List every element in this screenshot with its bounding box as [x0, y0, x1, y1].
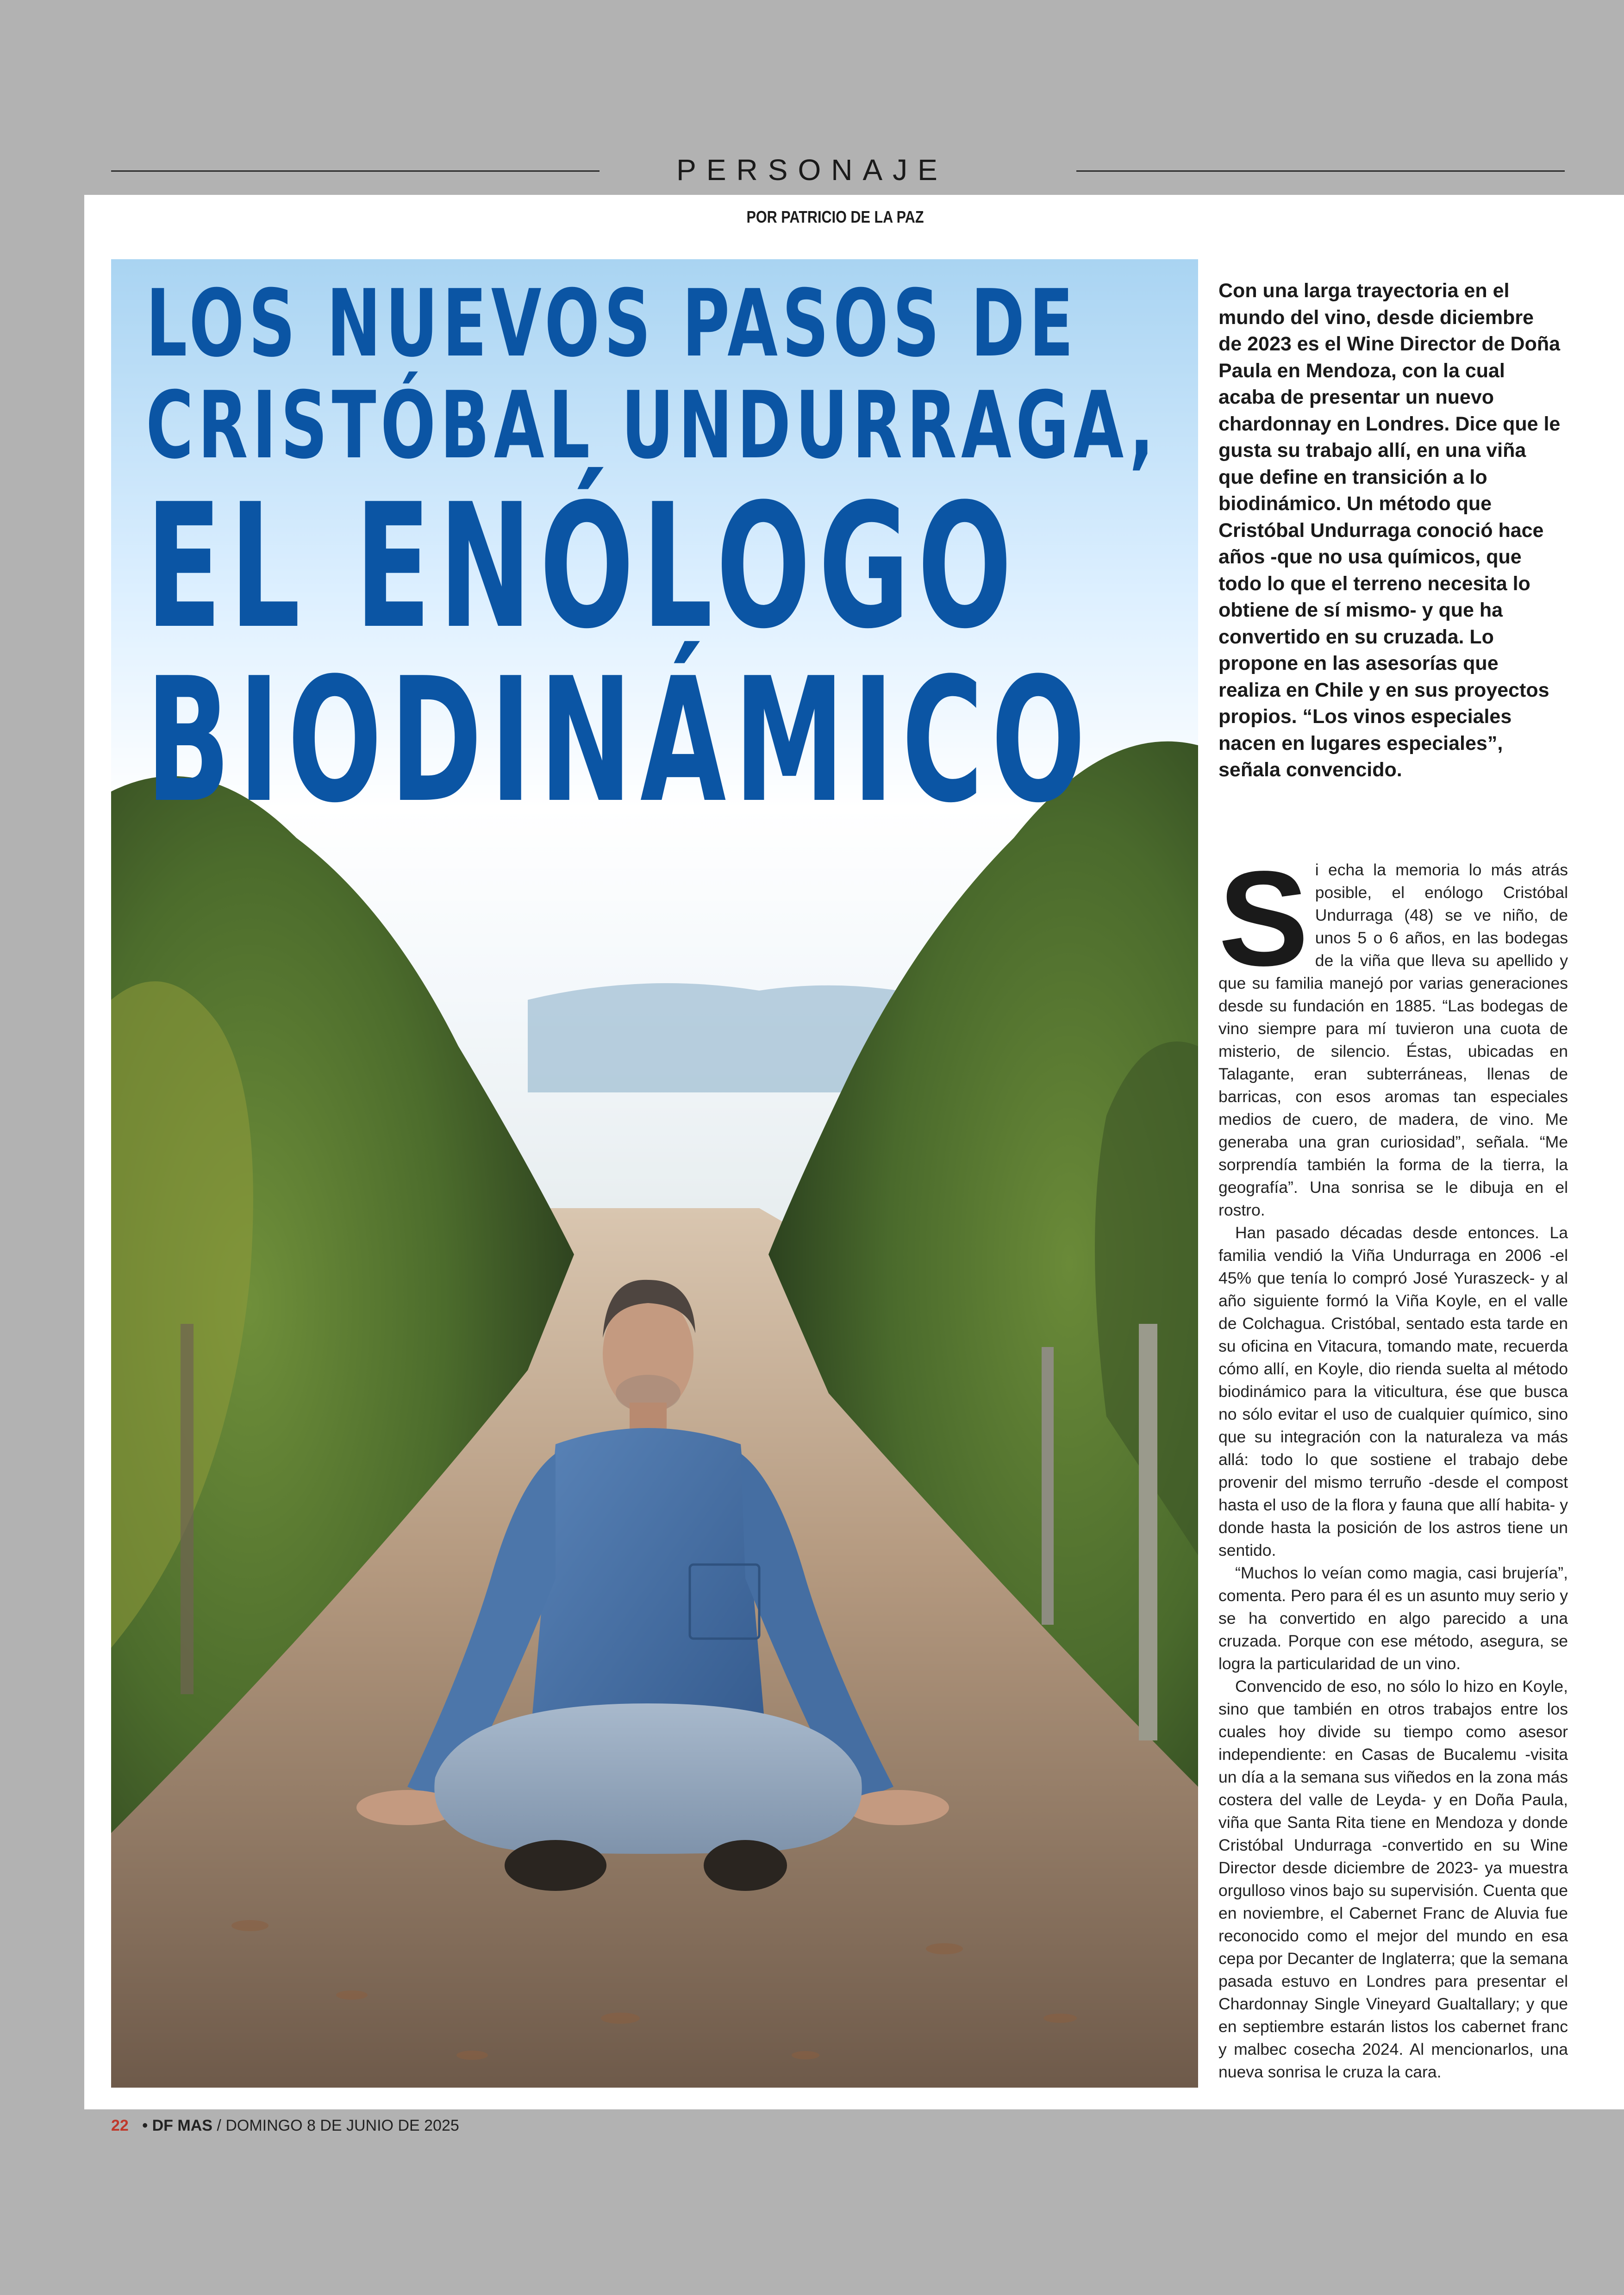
article-body [1218, 843, 1568, 2083]
header-rule-left [111, 170, 600, 172]
headline [146, 270, 1164, 841]
body-paragraph-1 [1218, 843, 1568, 1222]
headline-line-1: LOS NUEVOS PASOS DE [146, 270, 1078, 378]
issue-date: DOMINGO 8 DE JUNIO DE 2025 [225, 2117, 459, 2134]
footer-separator: / [217, 2117, 221, 2134]
body-paragraph-4: Convencido de eso, no sólo lo hizo en Koyle, sino que también en otros trabajos entre los cuales hoy divide su tiempo como asesor independiente: en Casas de Bucalemu -visita un día a la semana sus viñedos en la zona más costera del valle de Leyda- y en Doña Paula, viña que Santa Rita tiene en Mendoza y donde Cristóbal Undurraga -convertido en su Wine Director desde diciembre de 2023- ya muestra orgulloso vinos bajo su supervisión. Cuenta que en noviembre, el Cabernet Franc de Aluvia fue reconocido como el mejor del mundo en esa cepa por Decanter de Inglaterra; que la semana pasada estuvo en Londres para presentar el Chardonnay Single Vineyard Gualtallary; y que en septiembre estarán listos los cabernet franc y malbec cosecha 2024. Al mencionarlos, una nueva sonrisa le cruza la cara. [1218, 1677, 1568, 2081]
page-number: 22 [111, 2117, 129, 2134]
headline-line-4: BIODINÁMICO [146, 642, 1093, 841]
page-footer [111, 2117, 459, 2135]
headline-line-3: EL ENÓLOGO [146, 468, 1020, 667]
publication-name: • DF MAS [142, 2117, 212, 2134]
headline-line-2: CRISTÓBAL UNDURRAGA, [146, 372, 1159, 480]
section-label: PERSONAJE [676, 153, 948, 187]
header-rule-right [1076, 170, 1565, 172]
lead-paragraph: Con una larga trayectoria en el mundo del vino, desde diciembre de 2023 es el Wine Director de Doña Paula en Mendoza, con la cual acaba de presentar un nuevo chardonnay en Londres. Dice que le gusta su trabajo allí, en una viña que define en transición a lo biodinámico. Un método que Cristóbal Undurraga conoció hace años -que no usa químicos, que todo lo que el terreno necesita lo obtiene de sí mismo- y que ha convertido en su cruzada. Lo propone en las asesorías que realiza en Chile y en sus proyectos propios. “Los vinos especiales nacen en lugares especiales”, señala convencido. [1218, 280, 1561, 781]
body-paragraph-3: “Muchos lo veían como magia, casi brujería”, comenta. Pero para él es un asunto muy serio y se ha convertido en algo parecido a una cruzada. Porque con ese método, asegura, se logra la particularidad de un vino. [1218, 1564, 1568, 1673]
body-paragraph-1-text: i echa la memoria lo más atrás posible, el enólogo Cristóbal Undurraga (48) se ve niño, de unos 5 o 6 años, en las bodegas de la viña que lleva su apellido y que su familia manejó por varias generaciones desde su fundación en 1885. “Las bodegas de vino siempre para mí tuvieron una cuota de misterio, de silencio. Éstas, ubicadas en Talagante, eran subterráneas, llenas de barricas, con esos aromas tan especiales medios de cuero, de madera, de vino. Me generaba una gran curiosidad”, señala. “Me sorprendía también la forma de la tierra, la geografía”. Una sonrisa se le dibuja en el rostro. [1218, 861, 1568, 1219]
body-paragraph-2: Han pasado décadas desde entonces. La familia vendió la Viña Undurraga en 2006 -el 45% que tenía lo compró José Yuraszeck- y al año siguiente formó la Viña Koyle, en el valle de Colchagua. Cristóbal, sentado esta tarde en su oficina en Vitacura, tomando mate, recuerda cómo allí, en Koyle, dio rienda suelta al método biodinámico para la viticultura, ése que busca no sólo evitar el uso de cualquier químico, sino que su integración con la naturaleza va más allá: todo lo que sostiene el trabajo debe provenir del mismo terruño -desde el compost hasta el uso de la flora y fauna que allí habita- y donde hasta la posición de los astros tiene un sentido. [1218, 1223, 1568, 1559]
drop-cap: S [1218, 843, 1309, 994]
byline: POR PATRICIO DE LA PAZ [746, 207, 924, 226]
